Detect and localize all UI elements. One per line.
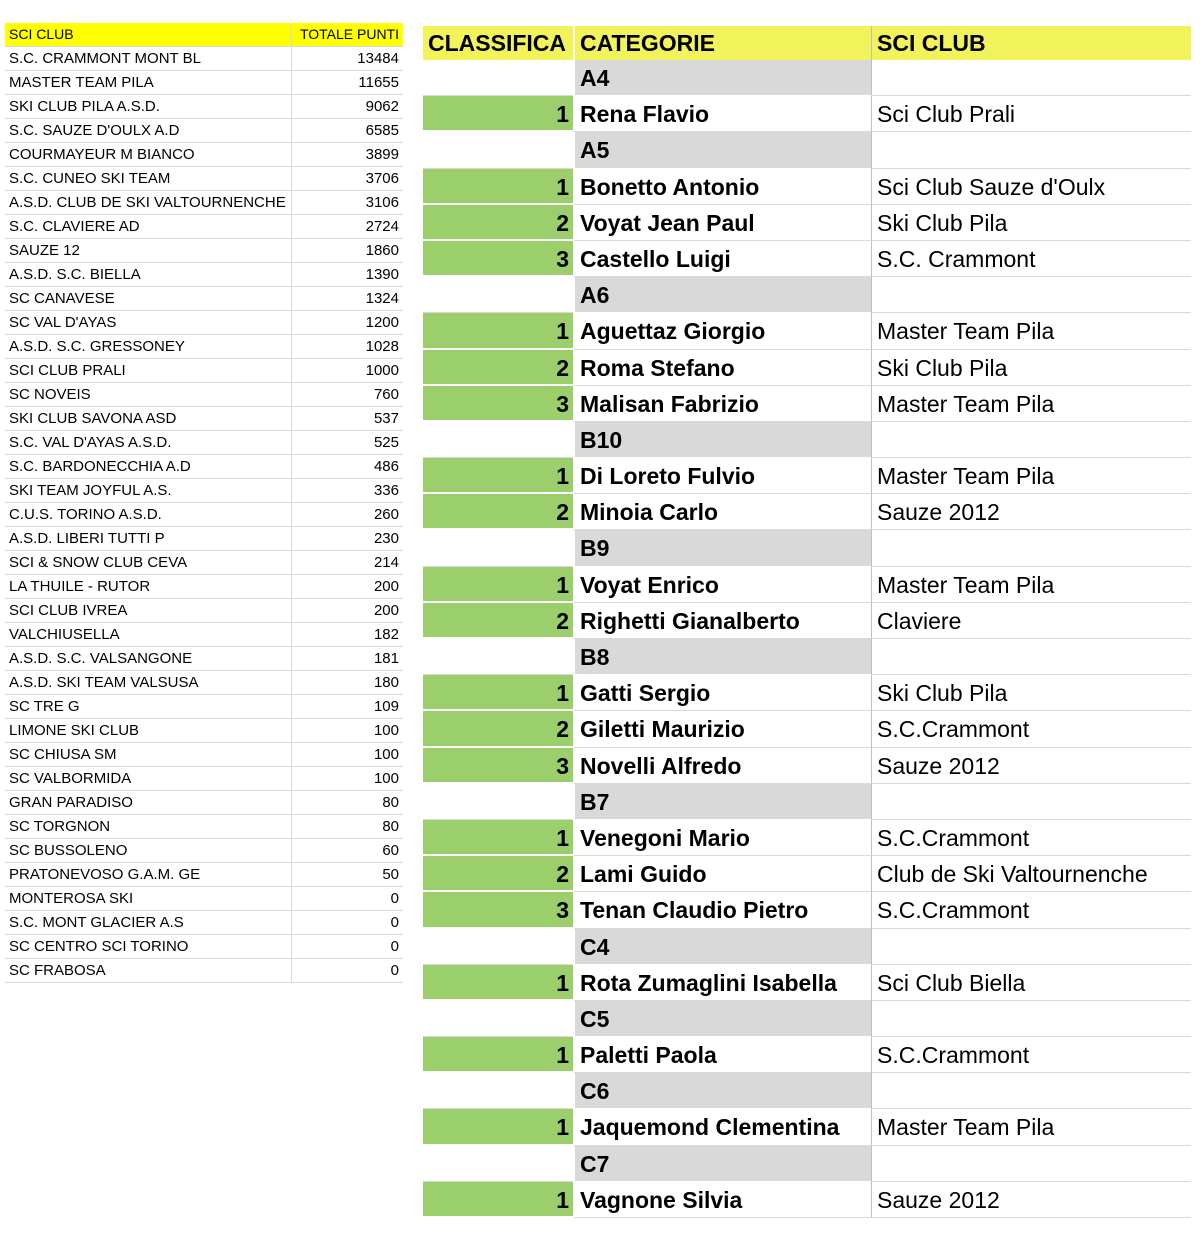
ranking-header-row	[423, 26, 1191, 60]
rank-cell[interactable]: 2	[423, 711, 573, 747]
athlete-name-cell[interactable]: Rota Zumaglini Isabella	[573, 965, 871, 1001]
category-name-cell[interactable]: A4	[573, 60, 871, 96]
header-classifica[interactable]: CLASSIFICA	[428, 30, 566, 56]
club-name-cell[interactable]: COURMAYEUR M BIANCO	[5, 143, 292, 166]
category-row	[423, 1146, 1191, 1182]
athlete-name-cell[interactable]: Gatti Sergio	[573, 675, 871, 711]
rank-cell[interactable]: 1	[423, 169, 573, 205]
club-name-cell[interactable]: S.C. CRAMMONT MONT BL	[5, 47, 292, 70]
club-name-cell[interactable]: GRAN PARADISO	[5, 791, 292, 814]
table-row	[5, 887, 403, 911]
athlete-club-cell[interactable]	[871, 132, 1191, 168]
table-row	[5, 959, 403, 983]
athlete-club-cell[interactable]: Sauze 2012	[871, 494, 1191, 530]
athlete-club-cell[interactable]: S.C.Crammont	[871, 1037, 1191, 1073]
rank-cell[interactable]	[423, 1001, 573, 1037]
club-name-cell[interactable]: SC CANAVESE	[5, 287, 292, 310]
result-row	[423, 603, 1191, 639]
rank-cell[interactable]	[423, 929, 573, 965]
table-row	[5, 791, 403, 815]
rank-cell[interactable]: 3	[423, 892, 573, 928]
athlete-club-cell[interactable]: Ski Club Pila	[871, 350, 1191, 386]
rank-cell[interactable]: 1	[423, 1182, 573, 1218]
rank-cell[interactable]	[423, 530, 573, 566]
club-name-cell[interactable]: SC FRABOSA	[5, 959, 292, 982]
club-points-cell[interactable]: 80	[382, 818, 399, 835]
club-name-cell[interactable]: A.S.D. S.C. BIELLA	[5, 263, 292, 286]
club-points-cell[interactable]: 100	[373, 722, 399, 739]
club-points-cell[interactable]: 336	[373, 482, 399, 499]
category-row	[423, 132, 1191, 168]
athlete-club-cell[interactable]: Ski Club Pila	[871, 205, 1191, 241]
athlete-name-cell[interactable]: Vagnone Silvia	[573, 1182, 871, 1218]
athlete-club-cell[interactable]: Sci Club Prali	[871, 96, 1191, 132]
category-row	[423, 530, 1191, 566]
rank-cell[interactable]: 2	[423, 350, 573, 386]
club-name-cell[interactable]: VALCHIUSELLA	[5, 623, 292, 646]
rank-cell[interactable]	[423, 132, 573, 168]
rank-cell[interactable]: 1	[423, 96, 573, 132]
athlete-name-cell[interactable]: Minoia Carlo	[573, 494, 871, 530]
athlete-club-cell[interactable]: Master Team Pila	[871, 313, 1191, 349]
category-row	[423, 639, 1191, 675]
athlete-club-cell[interactable]	[871, 60, 1191, 96]
rank-cell[interactable]: 1	[423, 458, 573, 494]
table-row	[5, 527, 403, 551]
club-points-cell[interactable]: 3106	[365, 194, 399, 211]
table-row	[5, 695, 403, 719]
rank-cell[interactable]: 1	[423, 820, 573, 856]
athlete-club-cell[interactable]: Claviere	[871, 603, 1191, 639]
result-row	[423, 494, 1191, 530]
athlete-name-cell[interactable]: Lami Guido	[573, 856, 871, 892]
athlete-club-cell[interactable]	[871, 929, 1191, 965]
result-row	[423, 169, 1191, 205]
header-categorie[interactable]: CATEGORIE	[573, 26, 871, 60]
table-row	[5, 239, 403, 263]
club-points-cell[interactable]: 486	[373, 458, 399, 475]
club-name-cell[interactable]: SCI & SNOW CLUB CEVA	[5, 551, 292, 574]
category-row	[423, 1001, 1191, 1037]
category-row	[423, 1073, 1191, 1109]
club-points-cell[interactable]: 3706	[365, 170, 399, 187]
rank-cell[interactable]	[423, 1146, 573, 1182]
table-row	[5, 671, 403, 695]
table-row	[5, 503, 403, 527]
category-row	[423, 784, 1191, 820]
club-points-cell[interactable]: 109	[373, 698, 399, 715]
table-row	[5, 407, 403, 431]
club-points-cell[interactable]: 3899	[365, 146, 399, 163]
club-name-cell[interactable]: SAUZE 12	[5, 239, 292, 262]
result-row	[423, 965, 1191, 1001]
rank-cell[interactable]: 1	[423, 1037, 573, 1073]
club-name-cell[interactable]: S.C. CLAVIERE AD	[5, 215, 292, 238]
club-points-cell[interactable]: 181	[373, 650, 399, 667]
club-points-cell[interactable]: 180	[373, 674, 399, 691]
club-name-cell[interactable]: PRATONEVOSO G.A.M. GE	[5, 863, 292, 886]
rank-cell[interactable]	[423, 639, 573, 675]
rank-cell[interactable]	[423, 277, 573, 313]
club-points-cell[interactable]: 100	[373, 746, 399, 763]
athlete-club-cell[interactable]	[871, 422, 1191, 458]
category-name-cell[interactable]: C5	[573, 1001, 871, 1037]
club-name-cell[interactable]: A.S.D. CLUB DE SKI VALTOURNENCHE	[5, 191, 292, 214]
rank-cell[interactable]: 1	[423, 675, 573, 711]
category-row	[423, 60, 1191, 96]
athlete-club-cell[interactable]: S.C.Crammont	[871, 892, 1191, 928]
rank-cell[interactable]	[423, 1073, 573, 1109]
table-row	[5, 383, 403, 407]
club-points-cell[interactable]: 1000	[365, 362, 399, 379]
result-row	[423, 205, 1191, 241]
club-points-cell[interactable]: 50	[382, 866, 399, 883]
table-row	[5, 719, 403, 743]
table-row	[5, 623, 403, 647]
club-points-cell[interactable]: 80	[382, 794, 399, 811]
rank-cell[interactable]	[423, 422, 573, 458]
club-points-rows	[5, 47, 403, 983]
result-row	[423, 350, 1191, 386]
club-name-cell[interactable]: SC NOVEIS	[5, 383, 292, 406]
club-name-cell[interactable]: A.S.D. S.C. GRESSONEY	[5, 335, 292, 358]
club-points-cell[interactable]: 13484	[357, 50, 399, 67]
rank-cell[interactable]: 1	[423, 567, 573, 603]
ranking-rows	[423, 60, 1191, 1218]
club-name-cell[interactable]: SKI TEAM JOYFUL A.S.	[5, 479, 292, 502]
club-name-cell[interactable]: MONTEROSA SKI	[5, 887, 292, 910]
category-row	[423, 929, 1191, 965]
category-name-cell[interactable]: B10	[573, 422, 871, 458]
athlete-name-cell[interactable]: Aguettaz Giorgio	[573, 313, 871, 349]
club-points-cell[interactable]: 60	[382, 842, 399, 859]
athlete-name-cell[interactable]: Bonetto Antonio	[573, 169, 871, 205]
rank-cell[interactable]: 2	[423, 494, 573, 530]
club-points-cell[interactable]: 0	[390, 914, 399, 931]
athlete-club-cell[interactable]	[871, 784, 1191, 820]
rank-cell[interactable]: 1	[423, 965, 573, 1001]
club-name-cell[interactable]: A.S.D. S.C. VALSANGONE	[5, 647, 292, 670]
club-name-cell[interactable]: C.U.S. TORINO A.S.D.	[5, 503, 292, 526]
athlete-club-cell[interactable]	[871, 277, 1191, 313]
athlete-club-cell[interactable]: Club de Ski Valtournenche	[871, 856, 1191, 892]
table-row	[5, 167, 403, 191]
athlete-name-cell[interactable]: Voyat Enrico	[573, 567, 871, 603]
club-name-cell[interactable]: SC CENTRO SCI TORINO	[5, 935, 292, 958]
result-row	[423, 892, 1191, 928]
athlete-name-cell[interactable]: Di Loreto Fulvio	[573, 458, 871, 494]
athlete-club-cell[interactable]: S.C.Crammont	[871, 711, 1191, 747]
rank-cell[interactable]	[423, 60, 573, 96]
club-points-cell[interactable]: 0	[390, 962, 399, 979]
club-points-table	[5, 23, 403, 983]
table-row	[5, 839, 403, 863]
club-points-cell[interactable]: 182	[373, 626, 399, 643]
athlete-club-cell[interactable]: Master Team Pila	[871, 567, 1191, 603]
athlete-name-cell[interactable]: Castello Luigi	[573, 241, 871, 277]
club-points-cell[interactable]: 200	[373, 602, 399, 619]
club-name-cell[interactable]: S.C. BARDONECCHIA A.D	[5, 455, 292, 478]
table-row	[5, 95, 403, 119]
athlete-name-cell[interactable]: Malisan Fabrizio	[573, 386, 871, 422]
club-points-cell[interactable]: 537	[373, 410, 399, 427]
club-points-cell[interactable]: 1860	[365, 242, 399, 259]
club-points-cell[interactable]: 9062	[365, 98, 399, 115]
header-totale-punti[interactable]: TOTALE PUNTI	[299, 26, 399, 42]
athlete-club-cell[interactable]: Sci Club Biella	[871, 965, 1191, 1001]
club-points-cell[interactable]: 1028	[365, 338, 399, 355]
athlete-name-cell[interactable]: Tenan Claudio Pietro	[573, 892, 871, 928]
club-name-cell[interactable]: SKI CLUB SAVONA ASD	[5, 407, 292, 430]
club-name-cell[interactable]: S.C. MONT GLACIER A.S	[5, 911, 292, 934]
table-row	[5, 431, 403, 455]
athlete-club-cell[interactable]: S.C.Crammont	[871, 820, 1191, 856]
table-row	[5, 911, 403, 935]
rank-cell[interactable]: 1	[423, 1109, 573, 1145]
club-name-cell[interactable]: SC BUSSOLENO	[5, 839, 292, 862]
table-row	[5, 119, 403, 143]
table-row	[5, 479, 403, 503]
result-row	[423, 1037, 1191, 1073]
club-name-cell[interactable]: SC VALBORMIDA	[5, 767, 292, 790]
table-row	[5, 575, 403, 599]
category-name-cell[interactable]: A5	[573, 132, 871, 168]
club-points-cell[interactable]: 1200	[365, 314, 399, 331]
club-points-cell[interactable]: 0	[390, 938, 399, 955]
table-row	[5, 455, 403, 479]
athlete-club-cell[interactable]: Sci Club Sauze d'Oulx	[871, 169, 1191, 205]
category-name-cell[interactable]: C4	[573, 929, 871, 965]
club-name-cell[interactable]: LIMONE SKI CLUB	[5, 719, 292, 742]
athlete-club-cell[interactable]: Sauze 2012	[871, 748, 1191, 784]
table-row	[5, 863, 403, 887]
table-row	[5, 311, 403, 335]
athlete-club-cell[interactable]	[871, 1073, 1191, 1109]
club-points-cell[interactable]: 260	[373, 506, 399, 523]
athlete-name-cell[interactable]: Venegoni Mario	[573, 820, 871, 856]
result-row	[423, 675, 1191, 711]
athlete-club-cell[interactable]: S.C. Crammont	[871, 241, 1191, 277]
table-row	[5, 743, 403, 767]
athlete-club-cell[interactable]: Sauze 2012	[871, 1182, 1191, 1218]
club-points-cell[interactable]: 200	[373, 578, 399, 595]
athlete-club-cell[interactable]	[871, 1146, 1191, 1182]
club-points-cell[interactable]: 214	[373, 554, 399, 571]
result-row	[423, 711, 1191, 747]
athlete-name-cell[interactable]: Paletti Paola	[573, 1037, 871, 1073]
result-row	[423, 748, 1191, 784]
result-row	[423, 567, 1191, 603]
table-row	[5, 191, 403, 215]
result-row	[423, 386, 1191, 422]
rank-cell[interactable]: 2	[423, 603, 573, 639]
result-row	[423, 96, 1191, 132]
club-points-cell[interactable]: 1324	[365, 290, 399, 307]
table-row	[5, 335, 403, 359]
club-points-cell[interactable]: 0	[390, 890, 399, 907]
club-name-cell[interactable]: S.C. CUNEO SKI TEAM	[5, 167, 292, 190]
club-points-cell[interactable]: 6585	[365, 122, 399, 139]
athlete-club-cell[interactable]: Master Team Pila	[871, 458, 1191, 494]
athlete-club-cell[interactable]	[871, 530, 1191, 566]
club-points-cell[interactable]: 2724	[365, 218, 399, 235]
table-row	[5, 815, 403, 839]
header-sci-club-right[interactable]: SCI CLUB	[871, 26, 1191, 60]
result-row	[423, 313, 1191, 349]
athlete-name-cell[interactable]: Voyat Jean Paul	[573, 205, 871, 241]
result-row	[423, 856, 1191, 892]
result-row	[423, 1109, 1191, 1145]
table-row	[5, 71, 403, 95]
table-row	[5, 143, 403, 167]
rank-cell[interactable]: 1	[423, 313, 573, 349]
category-name-cell[interactable]: A6	[573, 277, 871, 313]
club-points-cell[interactable]: 525	[373, 434, 399, 451]
club-name-cell[interactable]: S.C. SAUZE D'OULX A.D	[5, 119, 292, 142]
header-sci-club[interactable]: SCI CLUB	[5, 23, 292, 46]
club-points-cell[interactable]: 760	[373, 386, 399, 403]
table-row	[5, 551, 403, 575]
table-row	[5, 215, 403, 239]
category-name-cell[interactable]: B9	[573, 530, 871, 566]
athlete-name-cell[interactable]: Jaquemond Clementina	[573, 1109, 871, 1145]
rank-cell[interactable]: 3	[423, 748, 573, 784]
club-points-cell[interactable]: 100	[373, 770, 399, 787]
club-name-cell[interactable]: SC TRE G	[5, 695, 292, 718]
category-ranking-table	[423, 26, 1191, 1218]
table-row	[5, 263, 403, 287]
club-points-cell[interactable]: 11655	[358, 74, 399, 91]
club-points-cell[interactable]: 230	[373, 530, 399, 547]
athlete-name-cell[interactable]: Righetti Gianalberto	[573, 603, 871, 639]
athlete-club-cell[interactable]: Master Team Pila	[871, 1109, 1191, 1145]
athlete-club-cell[interactable]: Master Team Pila	[871, 386, 1191, 422]
club-name-cell[interactable]: SC VAL D'AYAS	[5, 311, 292, 334]
club-points-cell[interactable]: 1390	[365, 266, 399, 283]
table-row	[5, 599, 403, 623]
club-name-cell[interactable]: A.S.D. SKI TEAM VALSUSA	[5, 671, 292, 694]
rank-cell[interactable]: 2	[423, 856, 573, 892]
club-name-cell[interactable]: SCI CLUB PRALI	[5, 359, 292, 382]
category-name-cell[interactable]: C6	[573, 1073, 871, 1109]
club-name-cell[interactable]: SCI CLUB IVREA	[5, 599, 292, 622]
result-row	[423, 458, 1191, 494]
table-row	[5, 287, 403, 311]
result-row	[423, 820, 1191, 856]
club-name-cell[interactable]: LA THUILE - RUTOR	[5, 575, 292, 598]
athlete-club-cell[interactable]	[871, 1001, 1191, 1037]
athlete-club-cell[interactable]: Ski Club Pila	[871, 675, 1191, 711]
rank-cell[interactable]: 2	[423, 205, 573, 241]
athlete-club-cell[interactable]	[871, 639, 1191, 675]
club-points-header-row	[5, 23, 403, 47]
category-name-cell[interactable]: B7	[573, 784, 871, 820]
result-row	[423, 241, 1191, 277]
club-name-cell[interactable]: MASTER TEAM PILA	[5, 71, 292, 94]
rank-cell[interactable]: 3	[423, 386, 573, 422]
athlete-name-cell[interactable]: Novelli Alfredo	[573, 748, 871, 784]
club-name-cell[interactable]: SC TORGNON	[5, 815, 292, 838]
category-row	[423, 277, 1191, 313]
category-name-cell[interactable]: B8	[573, 639, 871, 675]
rank-cell[interactable]	[423, 784, 573, 820]
rank-cell[interactable]: 3	[423, 241, 573, 277]
athlete-name-cell[interactable]: Rena Flavio	[573, 96, 871, 132]
table-row	[5, 647, 403, 671]
category-row	[423, 422, 1191, 458]
table-row	[5, 359, 403, 383]
club-name-cell[interactable]: S.C. VAL D'AYAS A.S.D.	[5, 431, 292, 454]
club-name-cell[interactable]: SC CHIUSA SM	[5, 743, 292, 766]
athlete-name-cell[interactable]: Roma Stefano	[573, 350, 871, 386]
table-row	[5, 935, 403, 959]
category-name-cell[interactable]: C7	[573, 1146, 871, 1182]
table-row	[5, 47, 403, 71]
club-name-cell[interactable]: SKI CLUB PILA A.S.D.	[5, 95, 292, 118]
table-row	[5, 767, 403, 791]
result-row	[423, 1182, 1191, 1218]
club-name-cell[interactable]: A.S.D. LIBERI TUTTI P	[5, 527, 292, 550]
athlete-name-cell[interactable]: Giletti Maurizio	[573, 711, 871, 747]
